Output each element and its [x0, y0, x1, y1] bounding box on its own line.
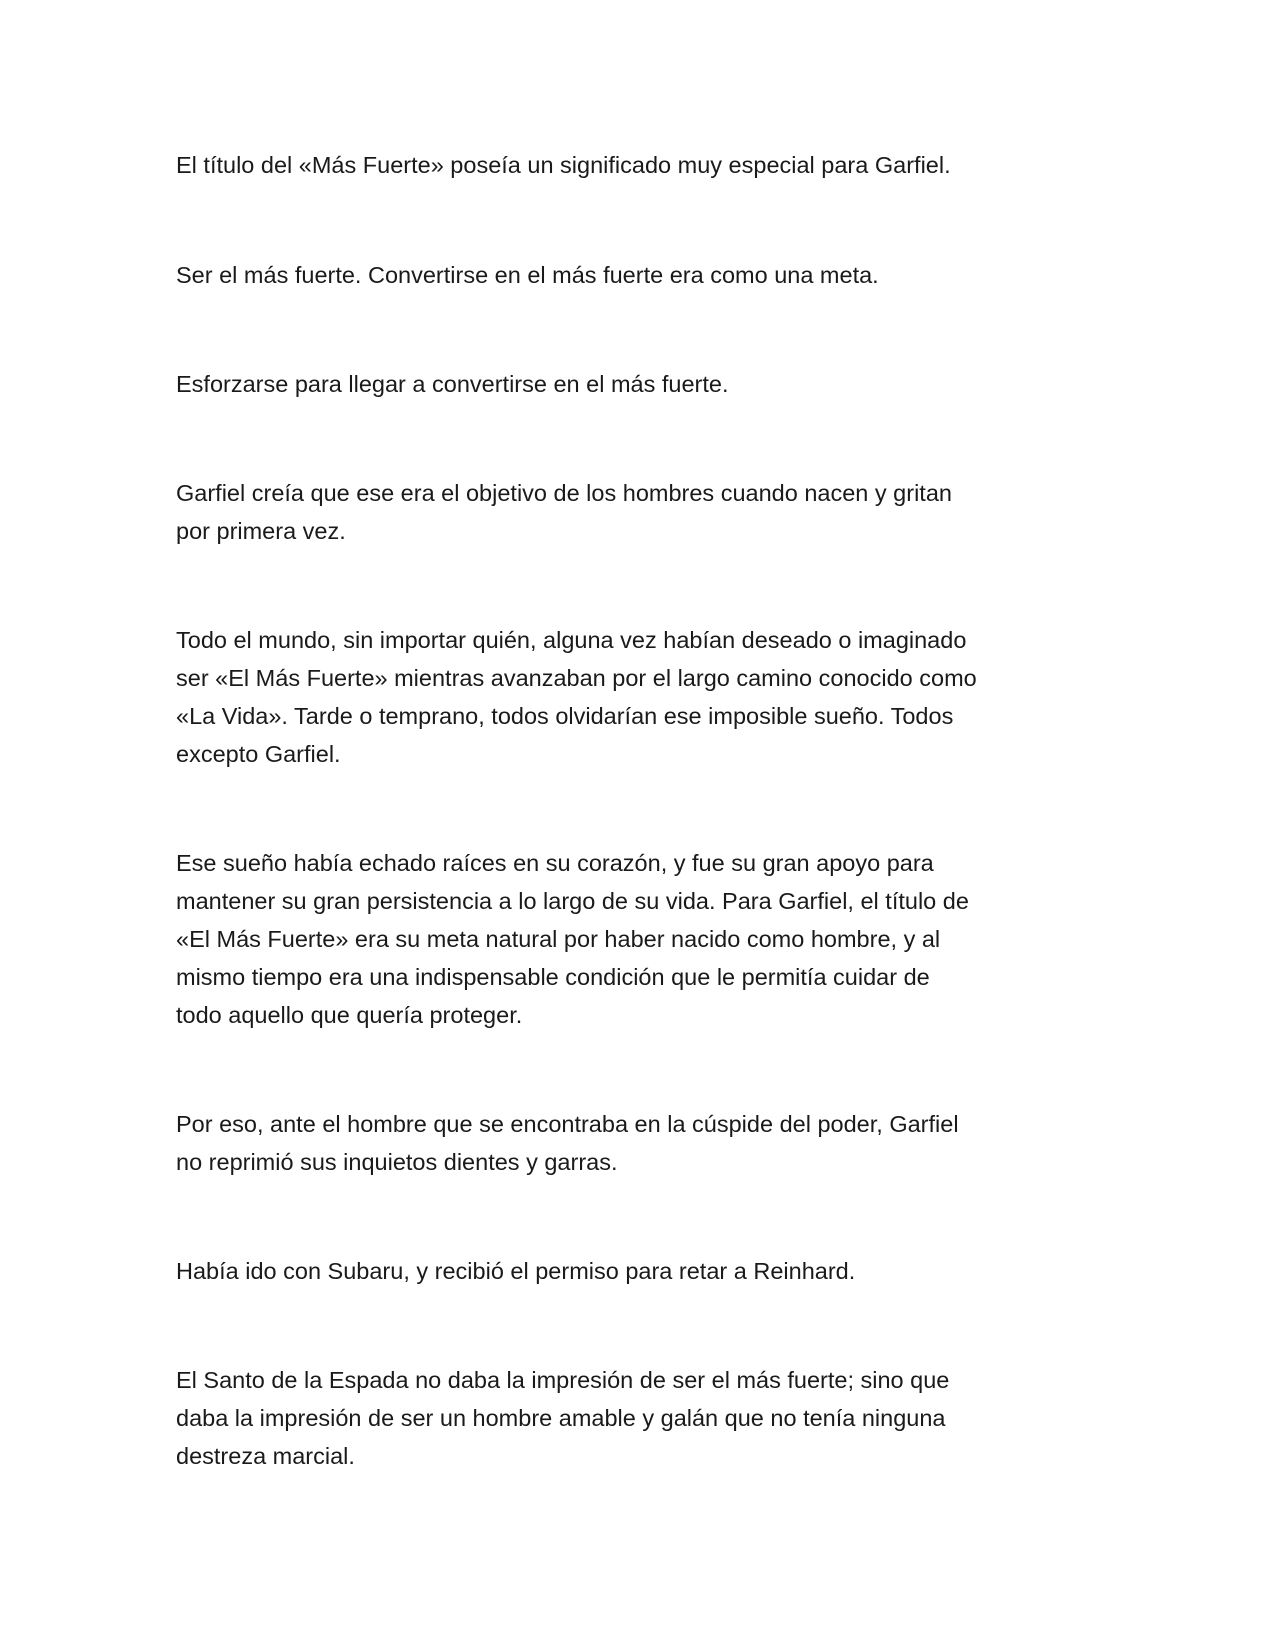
paragraph-4: Garfiel creía que ese era el objetivo de los hombres cuando nacen y gritan por primera vez. — [176, 480, 952, 544]
paragraph-5: Todo el mundo, sin importar quién, alguna vez habían deseado o imaginado ser «El Más Fuerte» mientras avanzaban por el largo camino conocido como «La Vida». Tarde o temprano, todos olvidarían ese imposible sueño. Todos excepto Garfiel. — [176, 627, 977, 767]
paragraph-1: El título del «Más Fuerte» poseía un significado muy especial para Garfiel. — [176, 152, 951, 178]
paragraph-2: Ser el más fuerte. Convertirse en el más fuerte era como una meta. — [176, 262, 879, 288]
paragraph-6: Ese sueño había echado raíces en su corazón, y fue su gran apoyo para mantener su gran persistencia a lo largo de su vida. Para Garfiel, el título de «El Más Fuerte» era su meta natural por haber nacido como hombre, y al mismo tiempo era una indispensable condición que le permitía cuidar de todo aquello que quería proteger. — [176, 850, 969, 1028]
paragraph-9: El Santo de la Espada no daba la impresión de ser el más fuerte; sino que daba la impresión de ser un hombre amable y galán que no tenía ninguna destreza marcial. — [176, 1367, 950, 1469]
paragraph-7: Por eso, ante el hombre que se encontraba en la cúspide del poder, Garfiel no reprimió sus inquietos dientes y garras. — [176, 1111, 959, 1175]
paragraph-3: Esforzarse para llegar a convertirse en el más fuerte. — [176, 371, 729, 397]
paragraph-8: Había ido con Subaru, y recibió el permiso para retar a Reinhard. — [176, 1258, 856, 1284]
